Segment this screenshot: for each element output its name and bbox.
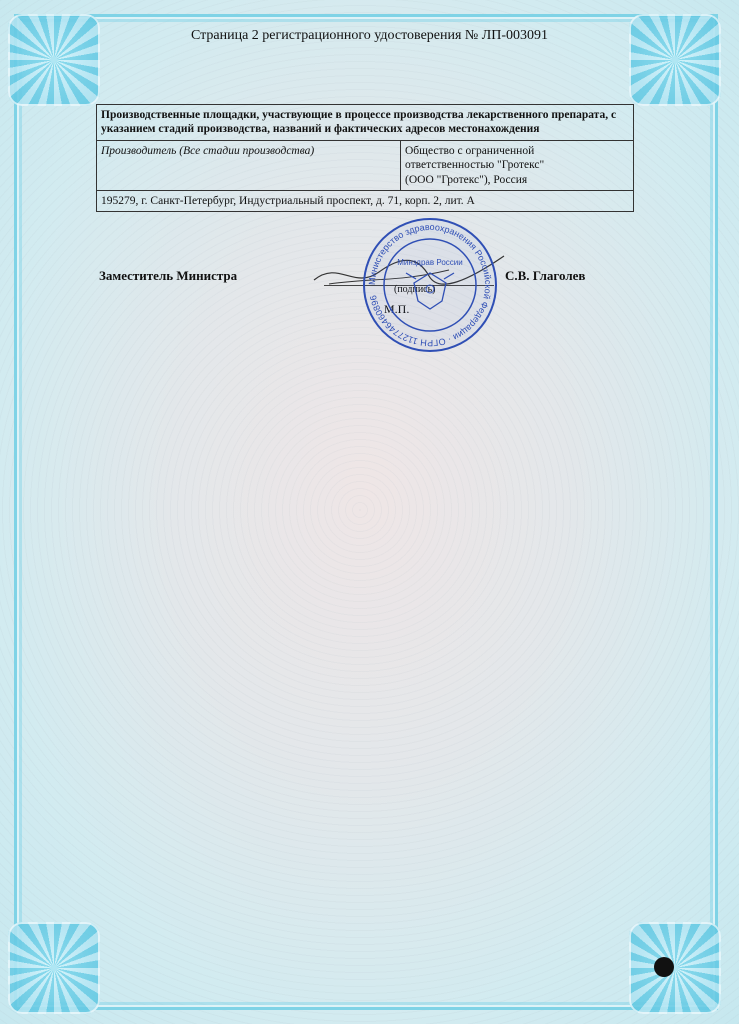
signatory-name: С.В. Глаголев — [505, 268, 586, 283]
company-line: (ООО "Гротекс"), Россия — [405, 173, 528, 186]
official-seal — [360, 215, 500, 355]
svg-text:Минздрав России: Минздрав России — [397, 258, 463, 267]
punch-hole — [654, 957, 674, 977]
signatory-position: Заместитель Министра — [99, 268, 238, 283]
table-heading: Производственные площадки, участвующие в процессе производства лекарственного препарата, с указанием стадий производства, названий и фактических адресов местонахождения — [97, 105, 634, 141]
table-row — [97, 190, 634, 211]
company-line: ответственностью "Гротекс" — [405, 159, 545, 172]
company-line: Общество с ограниченной — [405, 144, 535, 157]
producer-role-cell: Производитель (Все стадии производства) — [97, 140, 401, 190]
corner-rosette-bottom-left — [8, 922, 100, 1014]
company-cell — [401, 140, 634, 190]
table-row — [97, 140, 634, 190]
address-cell: 195279, г. Санкт-Петербург, Индустриальный проспект, д. 71, корп. 2, лит. А — [97, 190, 634, 211]
table-row — [97, 105, 634, 141]
signature-block — [99, 268, 619, 328]
corner-rosette-bottom-right — [629, 922, 721, 1014]
production-sites-table — [96, 104, 634, 212]
svg-text:Министерство здравоохранения Р: Министерство здравоохранения Российской Федерации · ОГРН 1127746460896 — [366, 221, 494, 349]
page-header: Страница 2 регистрационного удостоверения № ЛП-003091 — [190, 28, 549, 43]
